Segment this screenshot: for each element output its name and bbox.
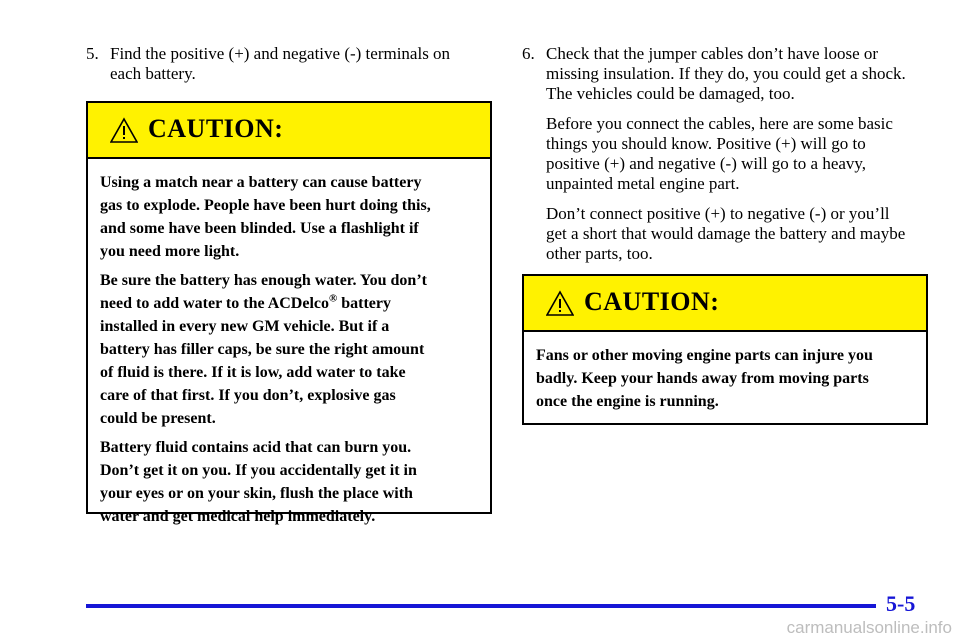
- step-5: [86, 44, 486, 84]
- text-line: battery has filler caps, be sure the right amount: [100, 341, 425, 358]
- text-line: your eyes or on your skin, flush the place with: [100, 485, 413, 502]
- text-line: Find the positive (+) and negative (-) terminals on: [110, 44, 451, 63]
- step-paragraph: [546, 44, 932, 104]
- text-line: once the engine is running.: [536, 393, 719, 410]
- text-line: Using a match near a battery can cause battery: [100, 174, 422, 191]
- text-line: need to add water to the ACDelco: [100, 295, 330, 312]
- text-line: of fluid is there. If it is low, add water to take: [100, 364, 406, 381]
- caution-paragraph: [100, 269, 476, 430]
- text-line: could be present.: [100, 410, 216, 427]
- text-line: water and get medical help immediately.: [100, 508, 376, 525]
- text-line: gas to explode. People have been hurt doing this,: [100, 197, 431, 214]
- text-line: badly. Keep your hands away from moving parts: [536, 370, 869, 387]
- text-line: Fans or other moving engine parts can injure you: [536, 347, 873, 364]
- text-line: you need more light.: [100, 243, 240, 260]
- text-line: and some have been blinded. Use a flashlight if: [100, 220, 419, 237]
- caution-box-fans: [522, 274, 928, 425]
- text-line: things you should know. Positive (+) will go to: [546, 134, 866, 153]
- text-line: The vehicles could be damaged, too.: [546, 84, 795, 103]
- text-line: Be sure the battery has enough water. You don’t: [100, 272, 427, 289]
- caution-body: [88, 159, 490, 528]
- text-line: unpainted metal engine part.: [546, 174, 740, 193]
- caution-paragraph: [536, 344, 912, 413]
- warning-triangle-icon: [110, 117, 138, 143]
- caution-paragraph: [100, 171, 476, 263]
- step-number: 5.: [86, 44, 99, 63]
- text-line: Battery fluid contains acid that can burn you.: [100, 439, 412, 456]
- step-text: [110, 44, 486, 84]
- caution-body: [524, 332, 926, 413]
- page-number: 5-5: [886, 591, 916, 616]
- step-paragraph: [546, 114, 932, 194]
- caution-title: CAUTION:: [584, 287, 720, 316]
- step-number: 6.: [522, 44, 535, 63]
- text-line: other parts, too.: [546, 244, 653, 263]
- caution-box-battery: [86, 101, 492, 525]
- text-line: get a short that would damage the battery and maybe: [546, 224, 906, 243]
- text-line: positive (+) and negative (-) will go to a heavy,: [546, 154, 867, 173]
- text-line: Don’t get it on you. If you accidentally get it in: [100, 462, 417, 479]
- step-paragraph: [546, 204, 932, 264]
- text-line: Don’t connect positive (+) to negative (-) or you’ll: [546, 204, 890, 223]
- text-line: installed in every new GM vehicle. But if a: [100, 318, 390, 335]
- caution-header: [88, 103, 490, 159]
- text-line: each battery.: [110, 64, 196, 83]
- caution-header: [524, 276, 926, 332]
- watermark: carmanualsonline.info: [786, 618, 952, 637]
- step-6: [522, 44, 932, 274]
- step-text: [546, 44, 932, 264]
- footer-rule: [86, 604, 876, 608]
- caution-title: CAUTION:: [148, 114, 284, 143]
- text-line: battery: [337, 295, 391, 312]
- caution-paragraph: [100, 436, 476, 528]
- registered-mark: ®: [329, 292, 338, 305]
- warning-triangle-icon: [546, 290, 574, 316]
- text-line: Before you connect the cables, here are some basic: [546, 114, 893, 133]
- text-line: care of that first. If you don’t, explosive gas: [100, 387, 396, 404]
- text-line: Check that the jumper cables don’t have loose or: [546, 44, 879, 63]
- text-line: missing insulation. If they do, you could get a shock.: [546, 64, 906, 83]
